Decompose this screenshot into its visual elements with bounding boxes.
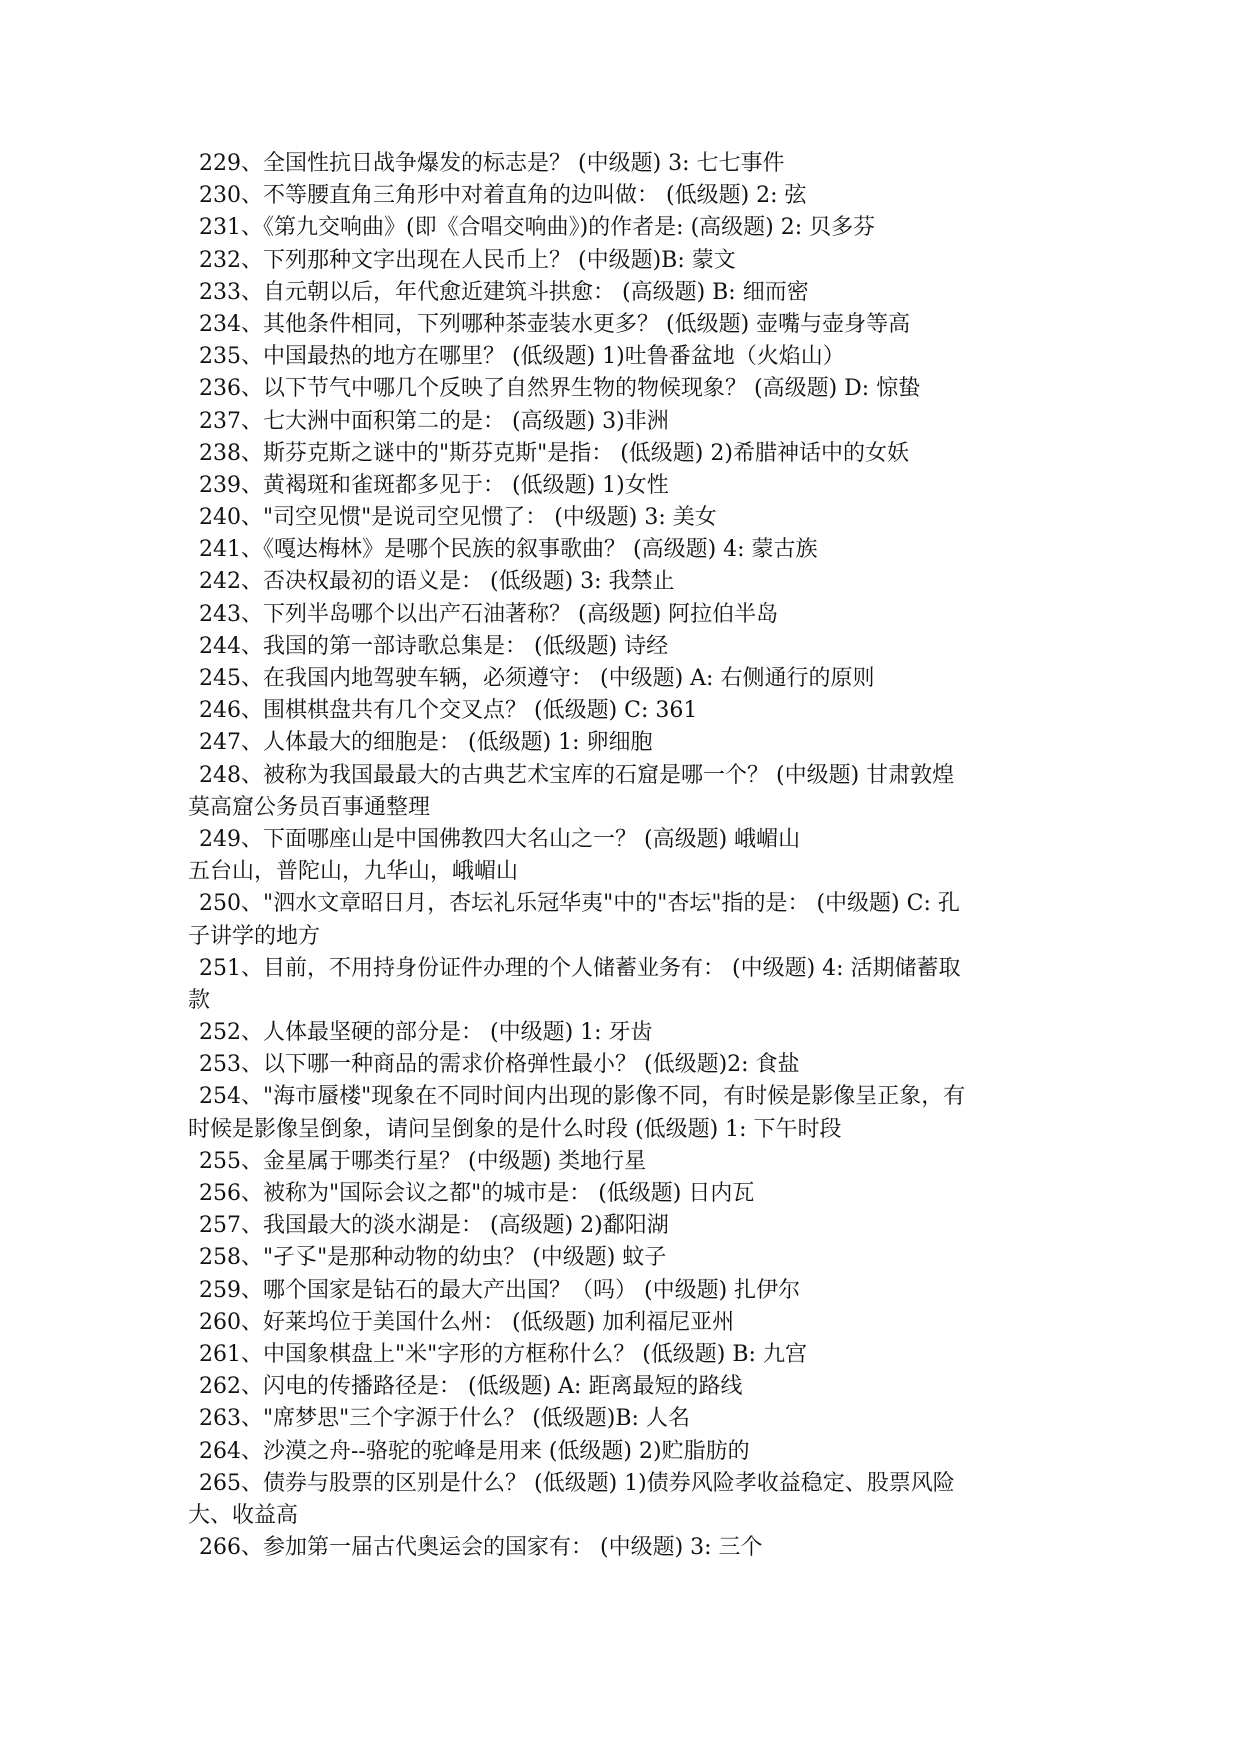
- quiz-item-line: 246、围棋棋盘共有几个交叉点？ (低级题) C: 361: [199, 698, 698, 724]
- quiz-item-line: 245、在我国内地驾驶车辆，必须遵守： (中级题) A: 右侧通行的原则: [199, 666, 875, 691]
- quiz-item-line: 237、七大洲中面积第二的是： (高级题) 3)非洲: [199, 408, 669, 434]
- quiz-item-line: 236、以下节气中哪几个反映了自然界生物的物候现象？ (高级题) D: 惊蛰: [199, 376, 921, 402]
- quiz-item-line: 263、"席梦思"三个字源于什么？ (低级题)B: 人名: [199, 1406, 690, 1432]
- quiz-item-line: 256、被称为"国际会议之都"的城市是： (低级题) 日内瓦: [199, 1181, 755, 1206]
- quiz-item-line: 265、债券与股票的区别是什么？ (低级题) 1)债券风险孝收益稳定、股票风险: [199, 1470, 955, 1496]
- quiz-item-line: 255、金星属于哪类行星？ (中级题) 类地行星: [199, 1148, 647, 1174]
- quiz-item-line: 241、《嘎达梅林》是哪个民族的叙事歌曲？ (高级题) 4: 蒙古族: [199, 537, 818, 563]
- quiz-item-line: 239、黄褐斑和雀斑都多见于： (低级题) 1)女性: [199, 472, 669, 498]
- quiz-item-line: 247、人体最大的细胞是： (低级题) 1: 卵细胞: [199, 730, 653, 756]
- quiz-item-line: 259、哪个国家是钻石的最大产出国？（吗） (中级题) 扎伊尔: [199, 1277, 801, 1303]
- quiz-item-line: 238、斯芬克斯之谜中的"斯芬克斯"是指： (低级题) 2)希腊神话中的女妖: [199, 440, 909, 466]
- quiz-item-line: 235、中国最热的地方在哪里？ (低级题) 1)吐鲁番盆地（火焰山）: [199, 344, 845, 370]
- quiz-item-line: 243、下列半岛哪个以出产石油著称？ (高级题) 阿拉伯半岛: [199, 601, 779, 627]
- quiz-item-line: 244、我国的第一部诗歌总集是： (低级题) 诗经: [199, 633, 669, 659]
- quiz-item-continuation: 款: [188, 987, 211, 1013]
- quiz-item-line: 260、好莱坞位于美国什么州： (低级题) 加利福尼亚州: [199, 1309, 735, 1335]
- quiz-item-line: 242、否决权最初的语义是： (低级题) 3: 我禁止: [199, 569, 675, 595]
- quiz-item-line: 258、"孑孓"是那种动物的幼虫？ (中级题) 蚊子: [199, 1245, 667, 1271]
- quiz-item-continuation: 五台山，普陀山，九华山，峨嵋山: [188, 859, 519, 885]
- quiz-item-line: 231、《第九交响曲》(即《合唱交响曲》)的作者是: (高级题) 2: 贝多芬: [199, 215, 876, 241]
- quiz-item-line: 257、我国最大的淡水湖是： (高级题) 2)鄱阳湖: [199, 1213, 669, 1239]
- quiz-item-line: 254、"海市蜃楼"现象在不同时间内出现的影像不同，有时候是影像呈正象，有: [199, 1084, 966, 1110]
- quiz-item-line: 233、自元朝以后，年代愈近建筑斗拱愈： (高级题) B: 细而密: [199, 279, 809, 305]
- quiz-item-continuation: 莫高窟公务员百事通整理: [188, 794, 431, 820]
- quiz-item-line: 249、下面哪座山是中国佛教四大名山之一？ (高级题) 峨嵋山: [199, 826, 801, 852]
- quiz-item-line: 240、"司空见惯"是说司空见惯了： (中级题) 3: 美女: [199, 505, 717, 531]
- quiz-item-line: 261、中国象棋盘上"米"字形的方框称什么？ (低级题) B: 九宫: [199, 1341, 807, 1367]
- quiz-item-line: 229、全国性抗日战争爆发的标志是？ (中级题) 3: 七七事件: [199, 151, 785, 176]
- quiz-item-line: 251、目前，不用持身份证件办理的个人储蓄业务有： (中级题) 4: 活期储蓄取: [199, 955, 961, 981]
- quiz-item-line: 253、以下哪一种商品的需求价格弹性最小？ (低级题)2: 食盐: [199, 1052, 800, 1078]
- quiz-item-line: 230、不等腰直角三角形中对着直角的边叫做： (低级题) 2: 弦: [199, 183, 807, 209]
- quiz-item-continuation: 大、收益高: [188, 1502, 299, 1528]
- quiz-item-line: 264、沙漠之舟--骆驼的驼峰是用来 (低级题) 2)贮脂肪的: [199, 1438, 750, 1464]
- quiz-item-line: 266、参加第一届古代奥运会的国家有： (中级题) 3: 三个: [199, 1535, 763, 1561]
- quiz-item-line: 234、其他条件相同，下列哪种茶壶装水更多？ (低级题) 壶嘴与壶身等高: [199, 311, 911, 337]
- quiz-item-line: 232、下列那种文字出现在人民币上？ (中级题)B: 蒙文: [199, 247, 736, 273]
- quiz-item-continuation: 子讲学的地方: [188, 923, 321, 949]
- quiz-item-line: 252、人体最坚硬的部分是： (中级题) 1: 牙齿: [199, 1020, 653, 1046]
- quiz-item-line: 262、闪电的传播路径是： (低级题) A: 距离最短的路线: [199, 1374, 743, 1400]
- quiz-item-line: 248、被称为我国最最大的古典艺术宝库的石窟是哪一个？ (中级题) 甘肃敦煌: [199, 762, 955, 788]
- quiz-item-continuation: 时候是影像呈倒象，请问呈倒象的是什么时段 (低级题) 1: 下午时段: [188, 1116, 842, 1142]
- quiz-text-body: [188, 148, 1068, 1564]
- quiz-item-line: 250、"泗水文章昭日月，杏坛礼乐冠华夷"中的"杏坛"指的是： (中级题) C: 孔: [199, 891, 960, 917]
